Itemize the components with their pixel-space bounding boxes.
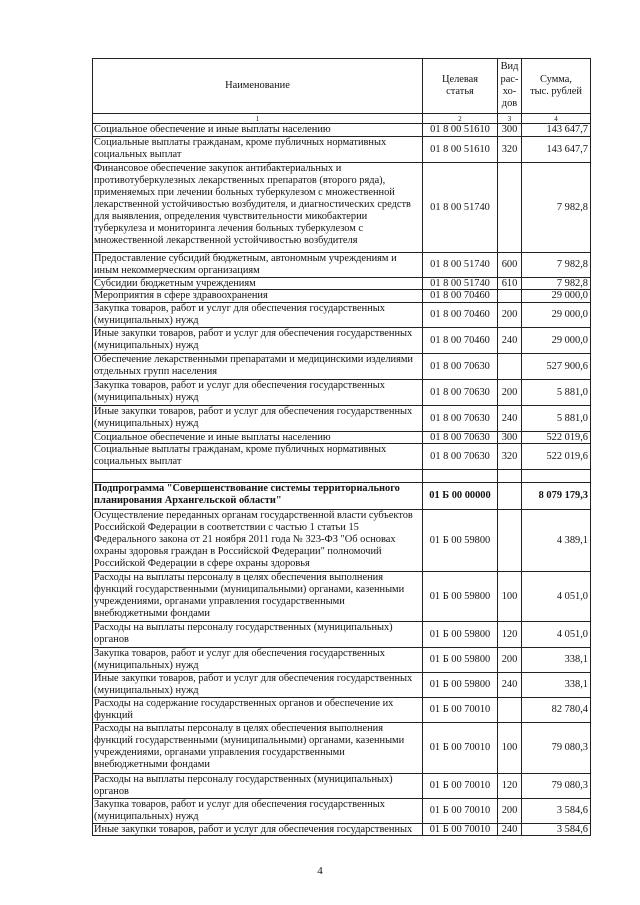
cell-target-article: 01 8 00 51740 [423, 278, 498, 289]
table-row [93, 799, 591, 824]
cell-name: Финансовое обеспечение закупок антибактериальных и противотуберкулезных лекарственных препаратов (второго ряда), применяемых при лечении больных туберкулезом с множественной лекарственной устойчивостью возбудителя, и диагностических средств для выявления, определения чувствительности микобактерии туберкулеза и мониторинга лечения больных туберкулезом с множественной лекарственной устойчивостью возбудителя [93, 163, 423, 252]
table-row-empty [93, 470, 591, 483]
cell-target-article: 01 8 00 70630 [423, 432, 498, 443]
table-row [93, 673, 591, 698]
cell-target-article: 01 8 00 70630 [423, 406, 498, 431]
cell-amount: 79 080,3 [522, 774, 591, 798]
cell-expense-type: 120 [498, 774, 522, 798]
header-expense-type [498, 59, 522, 113]
table-row [93, 253, 591, 278]
column-number: 2 [423, 114, 498, 123]
cell-name: Социальные выплаты гражданам, кроме публичных нормативных социальных выплат [93, 137, 423, 162]
table-row [93, 432, 591, 444]
cell-expense-type [498, 510, 522, 571]
header-expense-type-line: дов [501, 98, 518, 110]
table-row [93, 648, 591, 673]
cell-name: Предоставление субсидий бюджетным, автономным учреждениям и иным некоммерческим организациям [93, 253, 423, 277]
cell-expense-type: 320 [498, 444, 522, 469]
cell-name: Подпрограмма "Совершенствование системы территориального планирования Архангельской области" [93, 483, 423, 509]
cell-amount: 522 019,6 [522, 432, 591, 443]
cell-target-article: 01 8 00 70460 [423, 303, 498, 327]
table-row [93, 328, 591, 354]
cell-expense-type: 200 [498, 380, 522, 405]
header-target-article [423, 59, 498, 113]
cell-amount: 29 000,0 [522, 303, 591, 327]
cell-name: Иные закупки товаров, работ и услуг для обеспечения государственных (муниципальных) нужд [93, 406, 423, 431]
cell-name: Обеспечение лекарственными препаратами и медицинскими изделиями отдельных групп населения [93, 354, 423, 379]
cell-target-article: 01 8 00 70630 [423, 444, 498, 469]
table-row [93, 622, 591, 648]
header-target-article-line: Целевая [441, 73, 479, 85]
cell-target-article: 01 Б 00 70010 [423, 824, 498, 835]
cell-target-article: 01 Б 00 70010 [423, 774, 498, 798]
column-number: 4 [522, 114, 591, 123]
cell-name: Закупка товаров, работ и услуг для обеспечения государственных (муниципальных) нужд [93, 648, 423, 672]
table-row [93, 303, 591, 328]
cell-target-article: 01 8 00 51740 [423, 253, 498, 277]
cell-target-article: 01 8 00 51740 [423, 163, 498, 252]
page-number: 4 [317, 865, 323, 877]
cell-target-article: 01 8 00 70460 [423, 290, 498, 302]
cell-expense-type: 240 [498, 406, 522, 431]
table-row [93, 824, 591, 836]
cell-amount: 82 780,4 [522, 698, 591, 722]
cell-target-article: 01 Б 00 59800 [423, 510, 498, 571]
cell-expense-type: 100 [498, 723, 522, 773]
table-row [93, 290, 591, 303]
header-name [93, 59, 423, 113]
table-row [93, 380, 591, 406]
table-row [93, 698, 591, 723]
cell-expense-type [498, 354, 522, 379]
cell-target-article: 01 Б 00 59800 [423, 648, 498, 672]
cell-name: Субсидии бюджетным учреждениям [93, 278, 423, 289]
cell-expense-type [498, 163, 522, 252]
table-row [93, 354, 591, 380]
cell-amount: 338,1 [522, 648, 591, 672]
cell-name: Расходы на выплаты персоналу в целях обеспечения выполнения функций государственными (муниципальными) органами, казенными учреждениями, органами управления государственными внебюджетными фондами [93, 723, 423, 773]
cell-name: Иные закупки товаров, работ и услуг для обеспечения государственных [93, 824, 423, 835]
cell-amount: 143 647,7 [522, 137, 591, 162]
column-number: 1 [93, 114, 423, 123]
header-name-label: Наименование [225, 79, 290, 91]
cell-expense-type: 240 [498, 328, 522, 353]
cell-expense-type: 600 [498, 253, 522, 277]
cell-expense-type: 240 [498, 824, 522, 835]
cell-amount: 527 900,6 [522, 354, 591, 379]
cell-name: Социальное обеспечение и иные выплаты населению [93, 432, 423, 443]
cell-target-article: 01 Б 00 70010 [423, 698, 498, 722]
cell-expense-type: 610 [498, 278, 522, 289]
cell-amount: 3 584,6 [522, 824, 591, 835]
cell-amount: 7 982,8 [522, 253, 591, 277]
cell-amount: 338,1 [522, 673, 591, 697]
table-row [93, 444, 591, 470]
cell-amount: 79 080,3 [522, 723, 591, 773]
cell-amount: 5 881,0 [522, 406, 591, 431]
cell-expense-type: 320 [498, 137, 522, 162]
cell-target-article: 01 Б 00 00000 [423, 483, 498, 509]
cell-amount: 143 647,7 [522, 124, 591, 136]
cell-amount: 29 000,0 [522, 328, 591, 353]
cell-name: Закупка товаров, работ и услуг для обеспечения государственных (муниципальных) нужд [93, 380, 423, 405]
table-row [93, 572, 591, 622]
cell-amount [522, 470, 591, 482]
cell-target-article: 01 Б 00 70010 [423, 799, 498, 823]
table-row [93, 163, 591, 253]
header-amount-line: Сумма, [539, 73, 573, 85]
cell-target-article: 01 Б 00 59800 [423, 572, 498, 621]
cell-name: Расходы на выплаты персоналу в целях обеспечения выполнения функций государственными (муниципальными) органами, казенными учреждениями, органами управления государственными внебюджетными фондами [93, 572, 423, 621]
cell-name: Осуществление переданных органам государственной власти субъектов Российской Федерации в соответствии с частью 1 статьи 15 Федерального закона от 21 ноября 2011 года № 323-ФЗ "Об основах охраны здоровья граждан в Российской Федерации" полномочий Российской Федерации в сфере охраны здоровья [93, 510, 423, 571]
table-row-subprogram [93, 483, 591, 510]
cell-expense-type [498, 290, 522, 302]
cell-name: Расходы на содержание государственных органов и обеспечение их функций [93, 698, 423, 722]
column-numbers-row [93, 114, 591, 124]
cell-amount: 4 051,0 [522, 572, 591, 621]
header-amount [522, 59, 591, 113]
cell-amount: 4 389,1 [522, 510, 591, 571]
header-target-article-line: статья [446, 86, 474, 97]
cell-amount: 522 019,6 [522, 444, 591, 469]
cell-target-article [423, 470, 498, 482]
cell-target-article: 01 8 00 70460 [423, 328, 498, 353]
cell-amount: 7 982,8 [522, 163, 591, 252]
cell-amount: 8 079 179,3 [522, 483, 591, 509]
cell-expense-type: 200 [498, 303, 522, 327]
cell-name: Расходы на выплаты персоналу государственных (муниципальных) органов [93, 622, 423, 647]
table-row [93, 774, 591, 799]
cell-expense-type: 200 [498, 799, 522, 823]
cell-target-article: 01 Б 00 59800 [423, 673, 498, 697]
cell-expense-type: 200 [498, 648, 522, 672]
cell-name: Иные закупки товаров, работ и услуг для обеспечения государственных (муниципальных) нужд [93, 673, 423, 697]
cell-name: Закупка товаров, работ и услуг для обеспечения государственных (муниципальных) нужд [93, 303, 423, 327]
cell-name: Закупка товаров, работ и услуг для обеспечения государственных (муниципальных) нужд [93, 799, 423, 823]
table-row [93, 278, 591, 290]
header-expense-type-line: рас- [500, 73, 519, 85]
cell-name: Социальные выплаты гражданам, кроме публичных нормативных социальных выплат [93, 444, 423, 469]
cell-amount: 5 881,0 [522, 380, 591, 405]
cell-amount: 4 051,0 [522, 622, 591, 647]
header-expense-type-line: хо- [502, 86, 517, 97]
table-row [93, 124, 591, 137]
cell-name: Мероприятия в сфере здравоохранения [93, 290, 423, 302]
cell-amount: 3 584,6 [522, 799, 591, 823]
cell-expense-type: 300 [498, 432, 522, 443]
cell-target-article: 01 8 00 70630 [423, 354, 498, 379]
table-row [93, 137, 591, 163]
cell-name [93, 470, 423, 482]
cell-target-article: 01 8 00 51610 [423, 124, 498, 136]
cell-expense-type [498, 483, 522, 509]
cell-name: Иные закупки товаров, работ и услуг для обеспечения государственных (муниципальных) нужд [93, 328, 423, 353]
cell-target-article: 01 8 00 51610 [423, 137, 498, 162]
cell-amount: 7 982,8 [522, 278, 591, 289]
header-amount-line: тыс. рублей [530, 86, 582, 97]
table-row [93, 723, 591, 774]
cell-target-article: 01 8 00 70630 [423, 380, 498, 405]
cell-expense-type: 300 [498, 124, 522, 136]
cell-name: Социальное обеспечение и иные выплаты населению [93, 124, 423, 136]
cell-expense-type [498, 470, 522, 482]
header-expense-type-line: Вид [500, 61, 519, 73]
table-row [93, 406, 591, 432]
cell-expense-type: 100 [498, 572, 522, 621]
budget-table [92, 58, 591, 836]
cell-target-article: 01 Б 00 59800 [423, 622, 498, 647]
cell-name: Расходы на выплаты персоналу государственных (муниципальных) органов [93, 774, 423, 798]
cell-target-article: 01 Б 00 70010 [423, 723, 498, 773]
cell-expense-type: 120 [498, 622, 522, 647]
table-row [93, 510, 591, 572]
cell-amount: 29 000,0 [522, 290, 591, 302]
table-header-row [93, 59, 591, 114]
column-number: 3 [498, 114, 522, 123]
cell-expense-type: 240 [498, 673, 522, 697]
cell-expense-type [498, 698, 522, 722]
